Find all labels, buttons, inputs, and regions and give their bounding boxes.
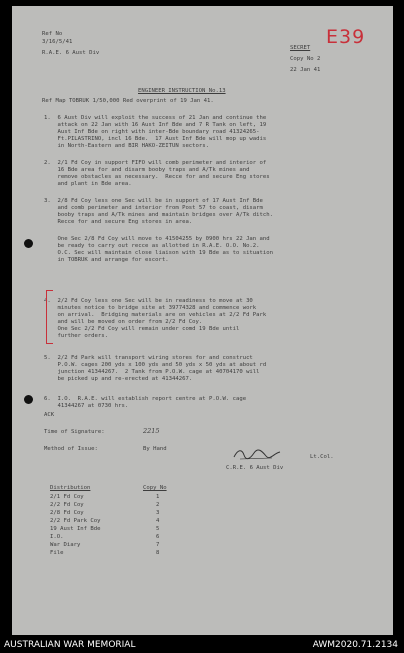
paragraph-3: 3. 2/8 Fd Coy less one Sec will be in support of 17 Aust Inf Bde and comb perimeter and interior from Post 57 to coast, disarm booby traps and A/Tk mines and maintain bridges over A/Tk ditch. Recce for and secure Eng stores in area. (44, 198, 274, 225)
distribution-row-name: I.O. (50, 534, 64, 540)
distribution-row-copy: 8 (156, 550, 160, 556)
ref-map: Ref Map TOBRUK 1/50,000 Red overprint of 19 Jan 41. (42, 98, 214, 104)
paragraph-4: 4. 2/2 Fd Coy less one Sec will be in readiness to move at 30 minutes notice to bridge site at 39774328 and commence work on arrival. Bridging materials are on vehicles at 2/2 Fd Park and will be moved on order from 2/2 Fd Coy. One Sec 2/2 Fd Coy will remain under comd 19 Bde until further orders. (44, 298, 267, 339)
archive-stamp: E39 (326, 26, 366, 48)
distribution-row-copy: 7 (156, 542, 160, 548)
copy-number: Copy No 2 (290, 56, 321, 62)
distribution-row-name: 2/8 Fd Coy (50, 510, 84, 516)
distribution-row-name: 2/2 Fd Park Coy (50, 518, 101, 524)
document-date: 22 Jan 41 (290, 67, 321, 73)
distribution-row-name: File (50, 550, 64, 556)
punch-hole-lower (24, 395, 33, 404)
signature-title: C.R.E. 6 Aust Div (226, 465, 284, 471)
distribution-row-name: War Diary (50, 542, 81, 548)
handwritten-signature (232, 447, 282, 461)
copy-no-header: Copy No (143, 485, 167, 491)
footer-right-text: AWM2020.71.2134 (312, 640, 398, 650)
method-of-issue-label: Method of Issue: (44, 446, 98, 452)
distribution-row-copy: 3 (156, 510, 160, 516)
distribution-row-copy: 2 (156, 502, 160, 508)
distribution-row-copy: 4 (156, 518, 160, 524)
distribution-header: Distribution (50, 485, 91, 491)
distribution-row-name: 2/2 Fd Coy (50, 502, 84, 508)
ack-label: ACK (44, 412, 55, 418)
paragraph-1: 1. 6 Aust Div will exploit the success of 21 Jan and continue the attack on 22 Jan with 16 Aust Inf Bde and 7 R Tank on left, 19 Aust Inf Bde on right with inter-Bde boundary road 41324265- Ft.PILASTRINO, incl 16 Bde. 17 Aust Inf Bde will mop up wadis in North-Eastern and BIR HAKO-ZEITUN sectors. (44, 115, 267, 149)
paragraph-6: 6. I.O. R.A.E. will establish report centre at P.O.W. cage 41344267 at 0730 hrs. (44, 396, 247, 409)
distribution-row-name: 19 Aust Inf Bde (50, 526, 101, 532)
footer-left-text: AUSTRALIAN WAR MEMORIAL (4, 640, 136, 650)
method-of-issue-value: By Hand (143, 446, 167, 452)
distribution-row-name: 2/1 Fd Coy (50, 494, 84, 500)
signature-rank: Lt.Col. (310, 454, 334, 460)
time-of-signature-value: 2215 (143, 427, 160, 435)
distribution-row-copy: 1 (156, 494, 160, 500)
unit-name: R.A.E. 6 Aust Div (42, 50, 100, 56)
red-margin-bracket (46, 290, 53, 344)
paragraph-2: 2. 2/1 Fd Coy in support FIFO will comb perimeter and interior of 16 Bde area for and disarm booby traps and A/Tk mines and remove obstacles as necessary. Recce for and secure Eng stores and plant in Bde area. (44, 160, 270, 187)
security-classification: SECRET (290, 45, 311, 51)
document-title: ENGINEER INSTRUCTION No.13 (138, 88, 226, 94)
distribution-row-copy: 5 (156, 526, 160, 532)
distribution-row-copy: 6 (156, 534, 160, 540)
ref-label: Ref No (42, 31, 63, 37)
ref-number: 3/16/5/41 (42, 39, 73, 45)
punch-hole-upper (24, 239, 33, 248)
paragraph-3b: One Sec 2/8 Fd Coy will move to 41504255 by 0900 hrs 22 Jan and be ready to carry out recce as allotted in R.A.E. O.O. No.2. O.C. Sec will maintain close liaison with 19 Bde as to situation in TOBRUK and arrange for escort. (44, 236, 274, 263)
paragraph-5: 5. 2/2 Fd Park will transport wiring stores for and construct P.O.W. cages 200 yds x 100 yds and 50 yds x 50 yds at about rd junction 41344267. 2 Tank from P.O.W. cage at 40704170 will be picked up and re-erected at 41344267. (44, 355, 267, 382)
time-of-signature-label: Time of Signature: (44, 429, 105, 435)
